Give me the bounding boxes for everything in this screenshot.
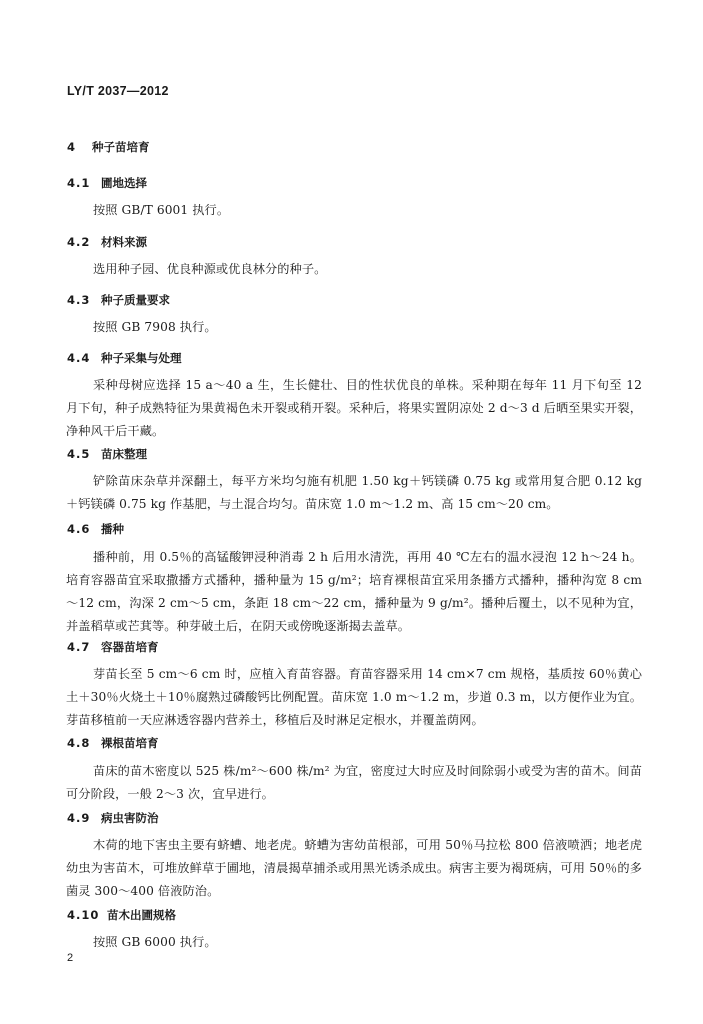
section-heading-4 [67, 139, 150, 155]
section-number: 4.2 [67, 235, 91, 249]
section-text-4-5: 铲除苗床杂草并深翻土，每平方米均匀施有机肥 1.50 kg＋钙镁磷 0.75 kg 或常用复合肥 0.12 kg＋钙镁磷 0.75 kg 作基肥，与土混合均匀。苗床宽 1.0 m～1.2 m、高 15 cm～20 cm。 [66, 474, 642, 511]
section-heading-4-7 [67, 639, 159, 655]
section-text-4-2: 选用种子园、优良种源或优良林分的种子。 [93, 262, 327, 276]
page-number: 2 [67, 952, 74, 964]
standard-code: LY/T 2037—2012 [67, 84, 169, 98]
section-text-4-6: 播种前，用 0.5％的高锰酸钾浸种消毒 2 h 后用水清洗，再用 40 ℃左右的温水浸泡 12 h～24 h。培育容器苗宜采取撒播方式播种，播种量为 15 g/m²；培育裸根苗宜采用条播方式播种，播种沟宽 8 cm～12 cm，沟深 2 cm～5 cm，条距 18 cm～22 cm，播种量为 9 g/m²。播种后覆土，以不见种为宜，并盖稻草或芒萁等。种芽破土后，在阴天或傍晚逐渐揭去盖草。 [66, 550, 642, 633]
section-number: 4.4 [67, 351, 91, 365]
section-text-4-10: 按照 GB 6000 执行。 [93, 935, 217, 949]
section-heading-4-9 [67, 810, 159, 826]
section-title: 种子苗培育 [92, 140, 150, 154]
section-heading-4-3 [67, 292, 170, 308]
section-text-4-9: 木荷的地下害虫主要有蛴螬、地老虎。蛴螬为害幼苗根部，可用 50％马拉松 800 倍液喷洒；地老虎幼虫为害苗木，可堆放鲜草于圃地，清晨揭草捕杀或用黑光诱杀成虫。病害主要为褐斑病，可用 50％的多菌灵 300～400 倍液防治。 [66, 838, 642, 898]
section-heading-4-6 [67, 521, 124, 537]
section-text-4-3: 按照 GB 7908 执行。 [93, 320, 217, 334]
section-heading-4-4 [67, 350, 182, 366]
section-heading-4-10 [67, 907, 176, 923]
section-heading-4-1 [67, 175, 147, 191]
section-number: 4.10 [67, 908, 100, 922]
section-heading-4-2 [67, 234, 147, 250]
section-title: 裸根苗培育 [101, 736, 159, 750]
section-title: 苗木出圃规格 [107, 908, 176, 922]
section-text-4-8: 苗床的苗木密度以 525 株/m²～600 株/m² 为宜，密度过大时应及时间除弱小或受为害的苗木。间苗可分阶段，一般 2～3 次，宜早进行。 [66, 764, 642, 801]
section-title: 播种 [101, 522, 124, 536]
section-title: 材料来源 [101, 235, 147, 249]
section-number: 4 [67, 140, 77, 154]
section-heading-4-5 [67, 446, 147, 462]
section-number: 4.7 [67, 640, 91, 654]
section-title: 圃地选择 [101, 176, 147, 190]
section-title: 病虫害防治 [101, 811, 159, 825]
section-number: 4.8 [67, 736, 91, 750]
section-heading-4-8 [67, 735, 159, 751]
section-number: 4.5 [67, 447, 91, 461]
section-text-4-7: 芽苗长至 5 cm～6 cm 时，应植入育苗容器。育苗容器采用 14 cm×7 cm 规格，基质按 60％黄心土＋30％火烧土＋10％腐熟过磷酸钙比例配置。苗床宽 1.0 m～1.2 m，步道 0.3 m，以方便作业为宜。芽苗移植前一天应淋透容器内营养土，移植后及时淋足定根水，并覆盖荫网。 [66, 667, 642, 727]
section-number: 4.1 [67, 176, 91, 190]
section-title: 种子质量要求 [101, 293, 170, 307]
section-number: 4.9 [67, 811, 91, 825]
section-title: 种子采集与处理 [101, 351, 182, 365]
section-text-4-4: 采种母树应选择 15 a～40 a 生，生长健壮、目的性状优良的单株。采种期在每年 11 月下旬至 12 月下旬，种子成熟特征为果黄褐色未开裂或稍开裂。采种后，将果实置阴凉处 2 d～3 d 后晒至果实开裂，净种风干后干藏。 [66, 378, 642, 438]
section-text-4-1: 按照 GB/T 6001 执行。 [93, 203, 230, 217]
section-title: 苗床整理 [101, 447, 147, 461]
section-title: 容器苗培育 [101, 640, 159, 654]
section-number: 4.3 [67, 293, 91, 307]
section-number: 4.6 [67, 522, 91, 536]
